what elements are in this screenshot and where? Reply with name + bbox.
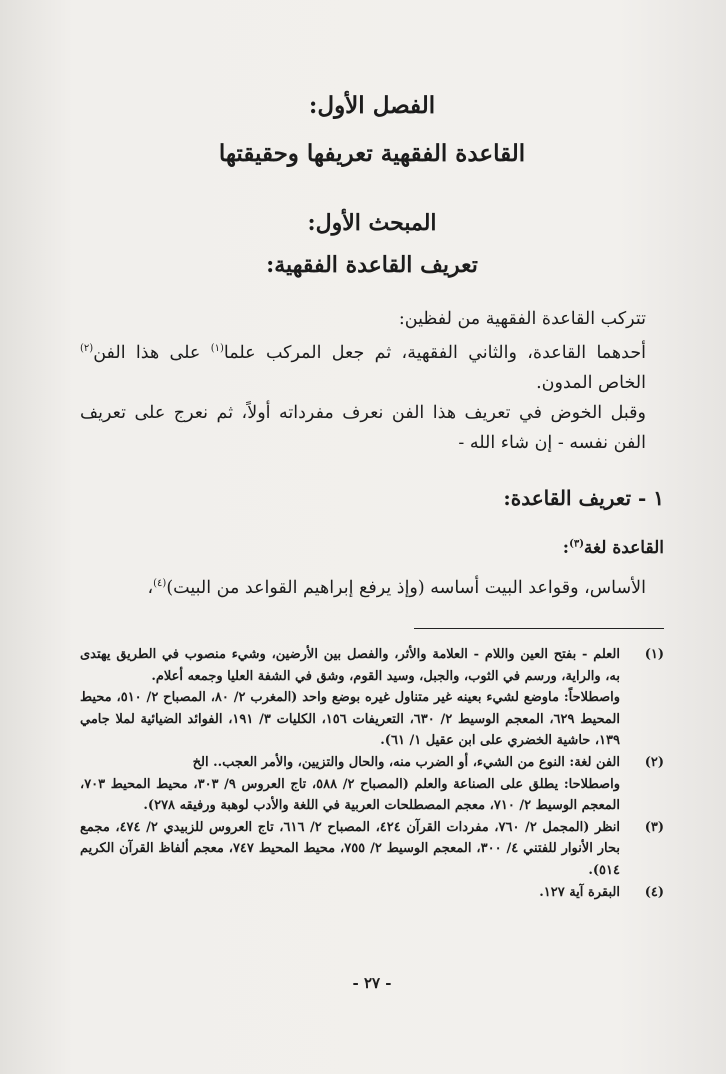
footnote-line: البقرة آية ١٢٧. bbox=[539, 884, 620, 900]
asas-end: ، bbox=[147, 578, 154, 598]
chapter-title: الفصل الأول: bbox=[308, 92, 436, 119]
page-number: - ٢٧ - bbox=[352, 974, 392, 992]
paragraph-1-text-a: أحدهما القاعدة، والثاني الفقهية، ثم جعل المركب علما bbox=[223, 342, 646, 363]
footnote-3 bbox=[80, 817, 664, 882]
footnote-ref-2[interactable]: (٢) bbox=[80, 343, 94, 354]
intro-paragraph: تتركب القاعدة الفقهية من لفظين: bbox=[398, 309, 646, 329]
footnote-line: واصطلاحا: يطلق على الصناعة والعلم (المصباح ٢/ ٥٨٨، تاج العروس ٩/ ٣٠٣، محيط المحيط ٧٠٣، المعجم الوسيط ٢/ ٧١٠، معجم المصطلحات العربية في اللغة والأدب لوهبة ورفيقه ٢٧٨). bbox=[80, 776, 620, 814]
footnote-number: (٤) bbox=[644, 884, 664, 900]
section-title: المبحث الأول: bbox=[307, 210, 437, 236]
asas-text: الأساس، وقواعد البيت أساسه (وإذ يرفع إبراهيم القواعد من البيت) bbox=[166, 578, 646, 598]
footnote-line: انظر (المجمل ٢/ ٧٦٠، مفردات القرآن ٤٢٤، المصباح ٢/ ٦١٦، تاج العروس للزبيدي ٢/ ٤٧٤، مجمع بحار الأنوار للفتني ٤/ ٣٠٠، المعجم الوسيط ٢/ ٧٥٥، محيط المحيط ٧٤٧، معجم ألفاظ القرآن الكريم ٥١٤). bbox=[80, 819, 621, 878]
lugha-line bbox=[80, 538, 664, 558]
footnote-line: الفن لغة: النوع من الشيء، أو الضرب منه، والحال والتزيين، والأمر العجب.. الخ bbox=[192, 754, 620, 770]
paragraph-2: وقبل الخوض في تعريف هذا الفن نعرف مفرداته أولاً، ثم نعرج على تعريف الفن نفسه - إن شاء الله - bbox=[80, 402, 646, 453]
subheading-definition: ١ - تعريف القاعدة: bbox=[503, 486, 664, 510]
footnote-ref-4[interactable]: (٤) bbox=[153, 578, 167, 590]
footnote-body bbox=[80, 752, 620, 817]
paragraph-1 bbox=[80, 334, 664, 398]
asas-line bbox=[80, 578, 664, 598]
paragraph-1-text-c: الخاص المدون. bbox=[536, 372, 646, 393]
body-text bbox=[80, 304, 664, 458]
footnote-2 bbox=[80, 752, 664, 817]
footnote-ref-3[interactable]: (٣) bbox=[569, 538, 584, 550]
footnote-line: واصطلاحاً: ماوضع لشيء بعينه غير متناول غيره بوضع واحد (المغرب ٢/ ٨٠، المصباح ٢/ ٥١٠، محيط المحيط ٦٢٩، المعجم الوسيط ٢/ ٦٣٠، التعريفات ١٥٦، الكليات ٣/ ١٩١، الفوائد الضيائية لملا جامي ١٣٩، حاشية الخضري على ابن عقيل ١/ ٦١). bbox=[80, 690, 620, 749]
footnotes bbox=[80, 644, 664, 903]
footnote-line: العلم - بفتح العين واللام - العلامة والأثر، والفصل بين الأرضين، وشيء منصوب في الطريق يهتدى به، والراية، ورسم في الثوب، والجبل، وسيد القوم، وشق في الشفة العليا وجمعه أعلام. bbox=[80, 647, 620, 684]
footnote-number: (١) bbox=[644, 647, 664, 662]
footnote-number: (٣) bbox=[644, 819, 664, 835]
footnote-body bbox=[80, 644, 620, 752]
footnote-divider bbox=[414, 628, 664, 629]
page-content bbox=[80, 0, 664, 1074]
footnote-4 bbox=[80, 882, 664, 904]
paragraph-1-text-b: على هذا الفن bbox=[93, 342, 211, 363]
footnote-body bbox=[80, 817, 620, 882]
footnote-body bbox=[80, 882, 620, 904]
lugha-label: القاعدة لغة bbox=[583, 538, 664, 558]
lugha-colon: : bbox=[562, 538, 570, 558]
footnote-ref-1[interactable]: (١) bbox=[210, 343, 224, 354]
chapter-subtitle: القاعدة الفقهية تعريفها وحقيقتها bbox=[218, 140, 526, 167]
footnote-number: (٢) bbox=[644, 754, 664, 770]
footnote-1 bbox=[80, 644, 664, 752]
section-subtitle: تعريف القاعدة الفقهية: bbox=[266, 252, 478, 278]
